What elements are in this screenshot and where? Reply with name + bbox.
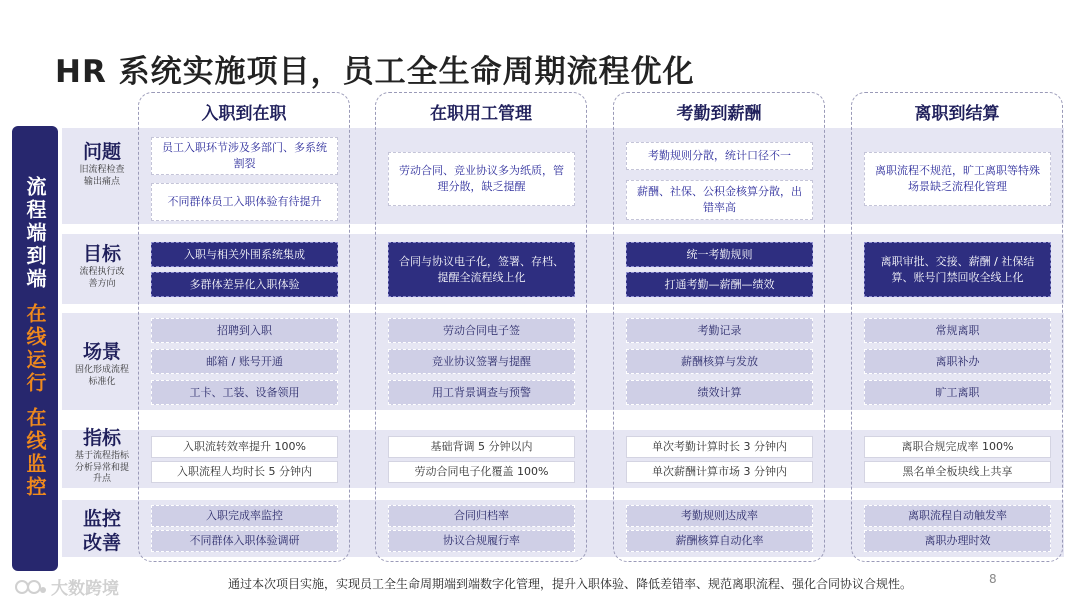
- row-title-goal: 目标: [82, 243, 121, 265]
- row-label-scene: [64, 342, 140, 388]
- kpi-box: 黑名单全板块线上共享: [864, 461, 1051, 483]
- goal-box: 入职与相关外围系统集成: [151, 242, 338, 267]
- row-subtitle-kpi: 基于流程指标分析异常和提升点: [74, 450, 129, 485]
- kpi-box: 单次考勤计算时长 3 分钟内: [626, 436, 813, 458]
- row-label-kpi: [64, 428, 140, 486]
- column-header-offboarding: 离职到结算: [914, 104, 1000, 124]
- kpi-box: 入职流转效率提升 100%: [151, 436, 338, 458]
- scene-box: 邮箱 / 账号开通: [151, 349, 338, 374]
- monitor-box: 薪酬核算自动化率: [626, 530, 813, 552]
- goal-box: 离职审批、交接、薪酬 / 社保结算、账号门禁回收全线上化: [864, 242, 1051, 297]
- monitor-box: 入职完成率监控: [151, 505, 338, 527]
- banner-text-3: 在线监控: [23, 407, 47, 499]
- row-label-goal: [64, 244, 140, 290]
- goal-box: 合同与协议电子化，签署、存档、提醒全流程线上化: [388, 242, 575, 297]
- watermark-icon: [14, 577, 48, 597]
- goal-box: 统一考勤规则: [626, 242, 813, 267]
- page-number: 8: [989, 572, 997, 586]
- row-subtitle-goal: 流程执行改善方向: [79, 266, 125, 289]
- monitor-box: 不同群体入职体验调研: [151, 530, 338, 552]
- scene-box: 薪酬核算与发放: [626, 349, 813, 374]
- problem-box: 不同群体员工入职体验有待提升: [151, 183, 338, 221]
- monitor-box: 考勤规则达成率: [626, 505, 813, 527]
- process-banner: [12, 126, 58, 571]
- kpi-box: 入职流程人均时长 5 分钟内: [151, 461, 338, 483]
- kpi-box: 基础背调 5 分钟以内: [388, 436, 575, 458]
- column-header-onboarding: 入职到在职: [201, 104, 287, 124]
- scene-box: 招聘到入职: [151, 318, 338, 343]
- row-title-kpi: 指标: [82, 427, 121, 449]
- monitor-box: 离职流程自动触发率: [864, 505, 1051, 527]
- row-label-problem: [64, 142, 140, 188]
- column-header-attendance: 考勤到薪酬: [676, 104, 762, 124]
- scene-box: 绩效计算: [626, 380, 813, 405]
- row-title-problem: 问题: [82, 141, 121, 163]
- goal-box: 多群体差异化入职体验: [151, 272, 338, 297]
- kpi-box: 劳动合同电子化覆盖 100%: [388, 461, 575, 483]
- column-header-employment: 在职用工管理: [430, 104, 532, 124]
- problem-box: 薪酬、社保、公积金核算分散，出错率高: [626, 180, 813, 220]
- kpi-box: 离职合规完成率 100%: [864, 436, 1051, 458]
- scene-box: 常规离职: [864, 318, 1051, 343]
- row-title-scene: 场景: [82, 341, 121, 363]
- goal-box: 打通考勤—薪酬—绩效: [626, 272, 813, 297]
- scene-box: 劳动合同电子签: [388, 318, 575, 343]
- monitor-box: 协议合规履行率: [388, 530, 575, 552]
- problem-box: 劳动合同、竞业协议多为纸质，管理分散，缺乏提醒: [388, 152, 575, 206]
- scene-box: 竞业协议签署与提醒: [388, 349, 575, 374]
- row-label-monitor: [64, 508, 140, 556]
- monitor-box: 合同归档率: [388, 505, 575, 527]
- scene-box: 考勤记录: [626, 318, 813, 343]
- row-subtitle-problem: 旧流程检查输出痛点: [79, 164, 125, 187]
- problem-box: 考勤规则分散，统计口径不一: [626, 142, 813, 170]
- scene-box: 用工背景调查与预警: [388, 380, 575, 405]
- banner-text-2: 在线运行: [23, 303, 47, 395]
- problem-box: 员工入职环节涉及多部门、多系统割裂: [151, 137, 338, 175]
- watermark-text: 大数跨境: [51, 579, 119, 599]
- scene-box: 离职补办: [864, 349, 1051, 374]
- kpi-box: 单次薪酬计算市场 3 分钟内: [626, 461, 813, 483]
- row-subtitle-scene: 固化形成流程标准化: [74, 364, 129, 387]
- row-title-monitor: 监控改善: [82, 508, 121, 554]
- problem-box: 离职流程不规范，旷工离职等特殊场景缺乏流程化管理: [864, 152, 1051, 206]
- footer-summary: 通过本次项目实施，实现员工全生命周期端到端数字化管理，提升入职体验、降低差错率、规范离职流程、强化合同协议合规性。: [228, 577, 913, 591]
- watermark-logo: [14, 574, 119, 599]
- page-title: HR 系统实施项目，员工全生命周期流程优化: [55, 54, 695, 90]
- banner-text-1: 流程端到端: [23, 176, 47, 291]
- scene-box: 工卡、工装、设备领用: [151, 380, 338, 405]
- monitor-box: 离职办理时效: [864, 530, 1051, 552]
- scene-box: 旷工离职: [864, 380, 1051, 405]
